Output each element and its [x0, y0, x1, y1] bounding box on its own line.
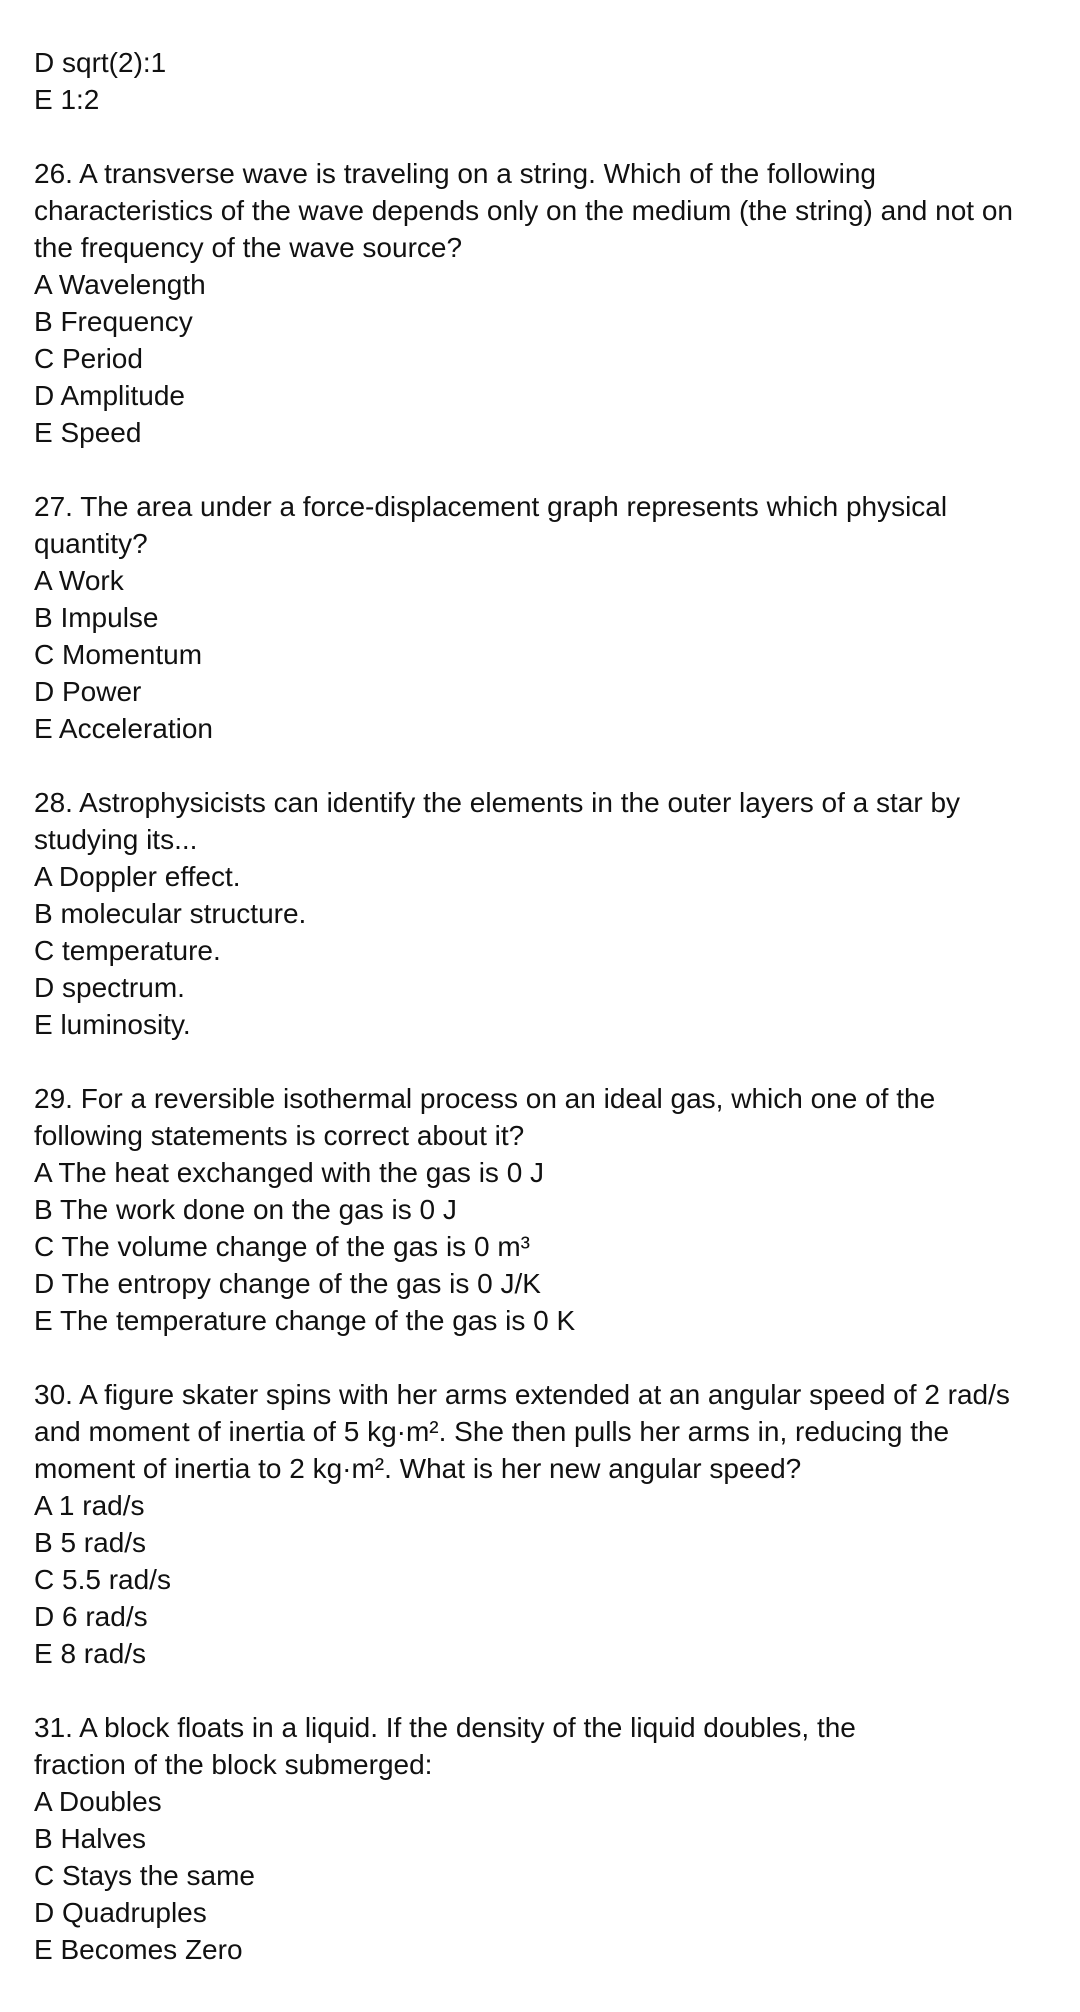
- option-line: C Period: [34, 343, 143, 374]
- option-line: D spectrum.: [34, 972, 185, 1003]
- option-line: B Impulse: [34, 602, 159, 633]
- option-line: C Momentum: [34, 639, 203, 670]
- option-line: B The work done on the gas is 0 J: [34, 1194, 457, 1225]
- option-line: D Quadruples: [34, 1897, 207, 1928]
- option-line: A Work: [34, 565, 124, 596]
- question-stem: 28. Astrophysicists can identify the elements in the outer layers of a star by: [34, 787, 961, 818]
- option-line: B Frequency: [34, 306, 193, 337]
- document-page: [34, 44, 1054, 1968]
- question-26: [34, 155, 1054, 451]
- option-line: B Halves: [34, 1823, 147, 1854]
- option-line: B 5 rad/s: [34, 1527, 147, 1558]
- question-stem: 31. A block floats in a liquid. If the density of the liquid doubles, the: [34, 1712, 856, 1743]
- option-line: D sqrt(2):1: [34, 47, 167, 78]
- question-stem: 30. A figure skater spins with her arms extended at an angular speed of 2 rad/s: [34, 1379, 1010, 1410]
- question-stem: 29. For a reversible isothermal process on an ideal gas, which one of the: [34, 1083, 936, 1114]
- option-line: D Power: [34, 676, 142, 707]
- option-line: A Wavelength: [34, 269, 206, 300]
- question-30: [34, 1376, 1054, 1672]
- option-line: C The volume change of the gas is 0 m³: [34, 1231, 530, 1262]
- option-line: C 5.5 rad/s: [34, 1564, 171, 1595]
- question-stem: the frequency of the wave source?: [34, 232, 463, 263]
- question-stem: fraction of the block submerged:: [34, 1749, 433, 1780]
- option-line: E Becomes Zero: [34, 1934, 243, 1965]
- option-line: E 8 rad/s: [34, 1638, 147, 1669]
- question-stem: following statements is correct about it?: [34, 1120, 525, 1151]
- question-stem: studying its...: [34, 824, 198, 855]
- option-line: A Doppler effect.: [34, 861, 241, 892]
- option-line: D 6 rad/s: [34, 1601, 148, 1632]
- question-stem: 26. A transverse wave is traveling on a string. Which of the following: [34, 158, 876, 189]
- question-stem: quantity?: [34, 528, 148, 559]
- question-stem: characteristics of the wave depends only on the medium (the string) and not on: [34, 195, 1013, 226]
- option-line: D The entropy change of the gas is 0 J/K: [34, 1268, 541, 1299]
- option-line: E luminosity.: [34, 1009, 191, 1040]
- option-line: B molecular structure.: [34, 898, 307, 929]
- option-line: C temperature.: [34, 935, 221, 966]
- carryover-options: [34, 44, 1054, 118]
- question-31: [34, 1709, 1054, 1968]
- option-line: C Stays the same: [34, 1860, 255, 1891]
- option-line: A 1 rad/s: [34, 1490, 145, 1521]
- option-line: E Acceleration: [34, 713, 213, 744]
- question-stem: and moment of inertia of 5 kg·m². She then pulls her arms in, reducing the: [34, 1416, 950, 1447]
- question-stem: 27. The area under a force-displacement graph represents which physical: [34, 491, 948, 522]
- option-line: A The heat exchanged with the gas is 0 J: [34, 1157, 545, 1188]
- question-28: [34, 784, 1054, 1043]
- question-27: [34, 488, 1054, 747]
- option-line: E 1:2: [34, 84, 100, 115]
- question-stem: moment of inertia to 2 kg·m². What is her new angular speed?: [34, 1453, 802, 1484]
- option-line: E The temperature change of the gas is 0 K: [34, 1305, 576, 1336]
- question-29: [34, 1080, 1054, 1339]
- option-line: E Speed: [34, 417, 142, 448]
- option-line: D Amplitude: [34, 380, 185, 411]
- option-line: A Doubles: [34, 1786, 162, 1817]
